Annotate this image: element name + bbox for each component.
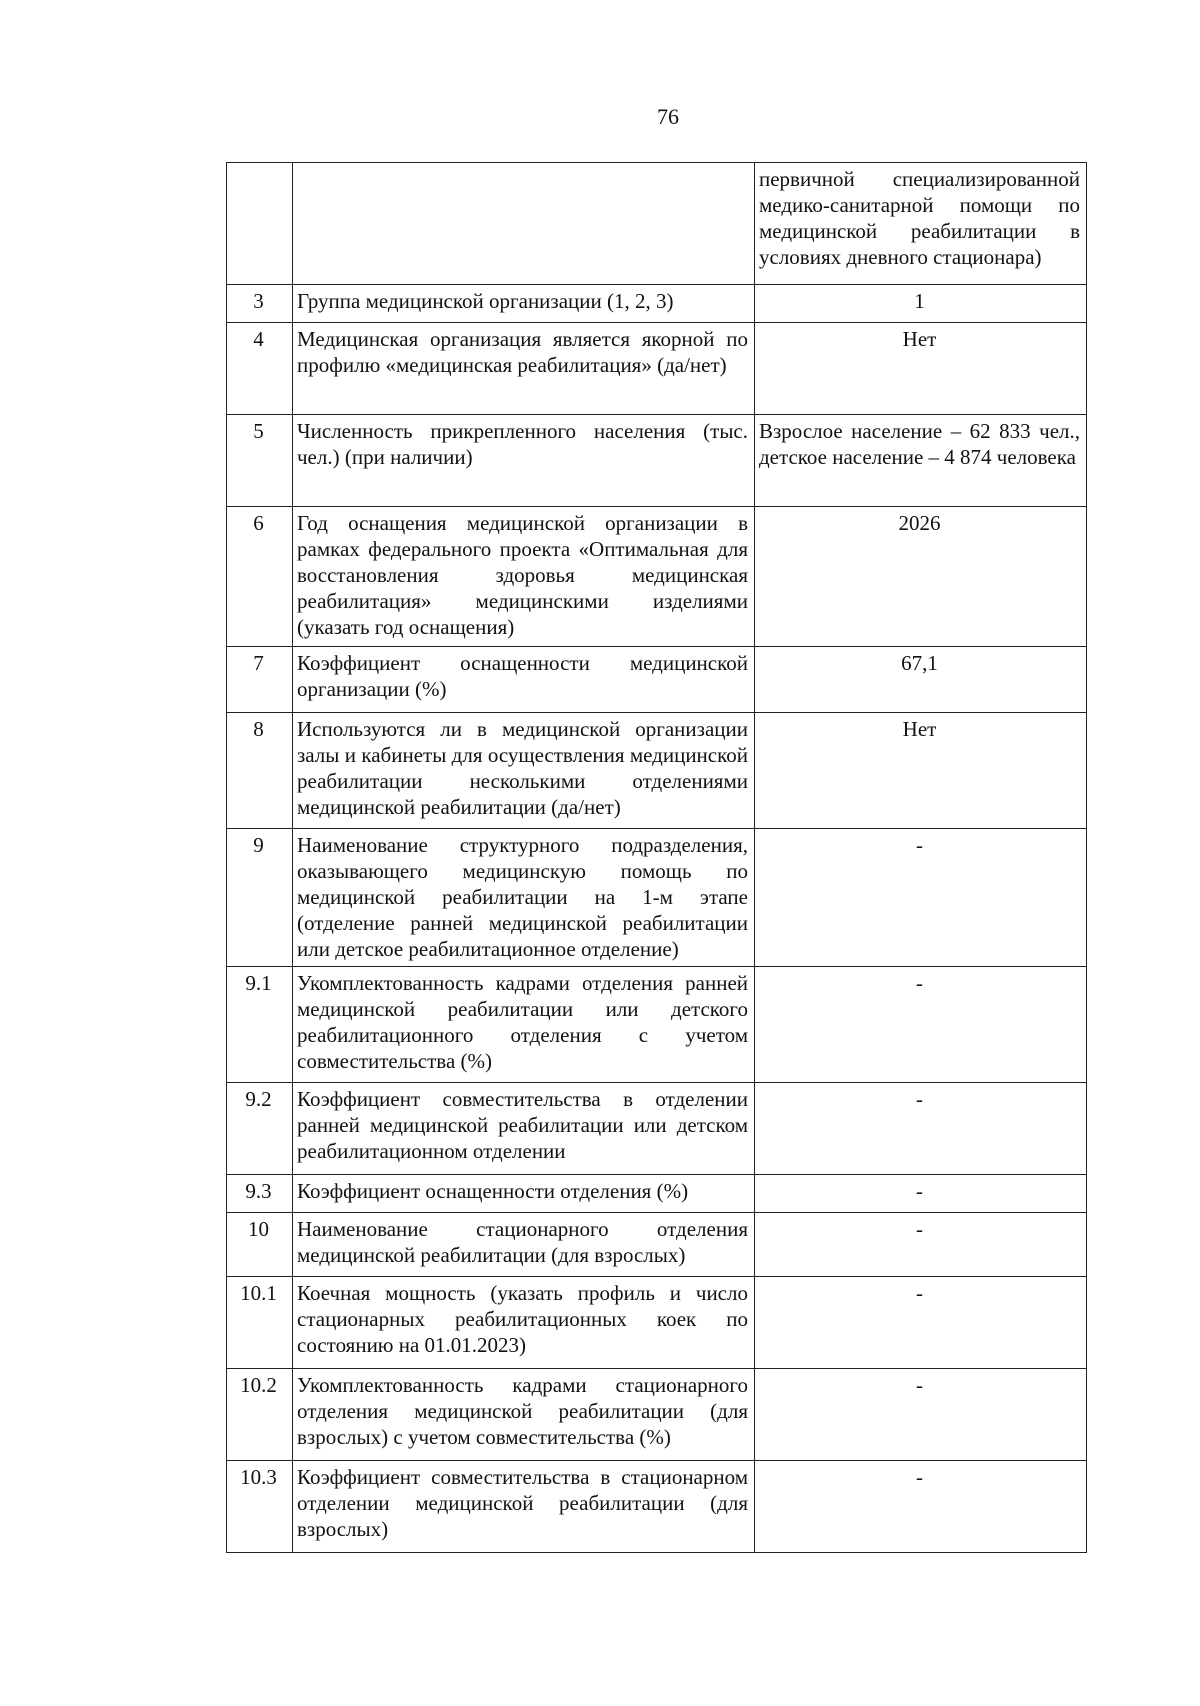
row-number-cell: 9.2 (227, 1083, 293, 1175)
table-row (227, 1461, 1087, 1553)
table-row (227, 163, 1087, 285)
parameter-cell: Коечная мощность (указать профиль и число стационарных реабилитационных коек по состоянию на 01.01.2023) (293, 1277, 755, 1369)
parameter-cell: Год оснащения медицинской организации в рамках федерального проекта «Оптимальная для восстановления здоровья медицинская реабилитация» медицинскими изделиями (указать год оснащения) (293, 507, 755, 647)
table-row (227, 1369, 1087, 1461)
row-number-cell: 5 (227, 415, 293, 507)
table-row (227, 1213, 1087, 1277)
value-cell: Нет (755, 713, 1087, 829)
row-number-cell: 6 (227, 507, 293, 647)
value-cell: - (755, 1369, 1087, 1461)
table-row (227, 1083, 1087, 1175)
value-cell: - (755, 1083, 1087, 1175)
row-number-cell: 3 (227, 285, 293, 323)
value-cell: 67,1 (755, 647, 1087, 713)
document-table (226, 162, 1087, 1553)
table-row (227, 285, 1087, 323)
parameter-cell: Используются ли в медицинской организации залы и кабинеты для осуществления медицинской реабилитации несколькими отделениями медицинской реабилитации (да/нет) (293, 713, 755, 829)
value-cell: 2026 (755, 507, 1087, 647)
row-number-cell: 8 (227, 713, 293, 829)
value-cell: 1 (755, 285, 1087, 323)
parameter-cell: Группа медицинской организации (1, 2, 3) (293, 285, 755, 323)
table-row (227, 967, 1087, 1083)
row-number-cell: 10 (227, 1213, 293, 1277)
parameter-cell: Коэффициент оснащенности отделения (%) (293, 1175, 755, 1213)
row-number-cell: 9 (227, 829, 293, 967)
table-row (227, 323, 1087, 415)
page-number: 76 (657, 104, 679, 129)
table-row (227, 1175, 1087, 1213)
table-row (227, 713, 1087, 829)
parameter-cell: Наименование структурного подразделения, оказывающего медицинскую помощь по медицинской реабилитации на 1-м этапе (отделение ранней медицинской реабилитации или детское реабилитационное отделение) (293, 829, 755, 967)
parameter-cell: Медицинская организация является якорной по профилю «медицинская реабилитация» (да/нет) (293, 323, 755, 415)
parameter-cell: Коэффициент оснащенности медицинской организации (%) (293, 647, 755, 713)
row-number-cell: 10.1 (227, 1277, 293, 1369)
row-number-cell: 9.1 (227, 967, 293, 1083)
table-row (227, 829, 1087, 967)
value-cell: - (755, 1175, 1087, 1213)
value-cell: - (755, 1213, 1087, 1277)
parameter-cell (293, 163, 755, 285)
table-row (227, 507, 1087, 647)
row-number-cell: 7 (227, 647, 293, 713)
parameter-cell: Укомплектованность кадрами стационарного отделения медицинской реабилитации (для взрослых) с учетом совместительства (%) (293, 1369, 755, 1461)
row-number-cell: 10.3 (227, 1461, 293, 1553)
value-cell: первичной специализированной медико-санитарной помощи по медицинской реабилитации в условиях дневного стационара) (755, 163, 1087, 285)
value-cell: - (755, 1277, 1087, 1369)
table-row (227, 647, 1087, 713)
value-cell: - (755, 967, 1087, 1083)
parameter-cell: Наименование стационарного отделения медицинской реабилитации (для взрослых) (293, 1213, 755, 1277)
value-cell: - (755, 829, 1087, 967)
row-number-cell: 9.3 (227, 1175, 293, 1213)
row-number-cell: 10.2 (227, 1369, 293, 1461)
parameter-cell: Численность прикрепленного населения (тыс. чел.) (при наличии) (293, 415, 755, 507)
value-cell: Взрослое население – 62 833 чел., детское население – 4 874 человека (755, 415, 1087, 507)
table-row (227, 415, 1087, 507)
row-number-cell: 4 (227, 323, 293, 415)
row-number-cell (227, 163, 293, 285)
value-cell: - (755, 1461, 1087, 1553)
parameter-cell: Укомплектованность кадрами отделения ранней медицинской реабилитации или детского реабилитационного отделения с учетом совместительства (%) (293, 967, 755, 1083)
value-cell: Нет (755, 323, 1087, 415)
parameter-cell: Коэффициент совместительства в стационарном отделении медицинской реабилитации (для взрослых) (293, 1461, 755, 1553)
parameter-cell: Коэффициент совместительства в отделении ранней медицинской реабилитации или детском реабилитационном отделении (293, 1083, 755, 1175)
table-row (227, 1277, 1087, 1369)
